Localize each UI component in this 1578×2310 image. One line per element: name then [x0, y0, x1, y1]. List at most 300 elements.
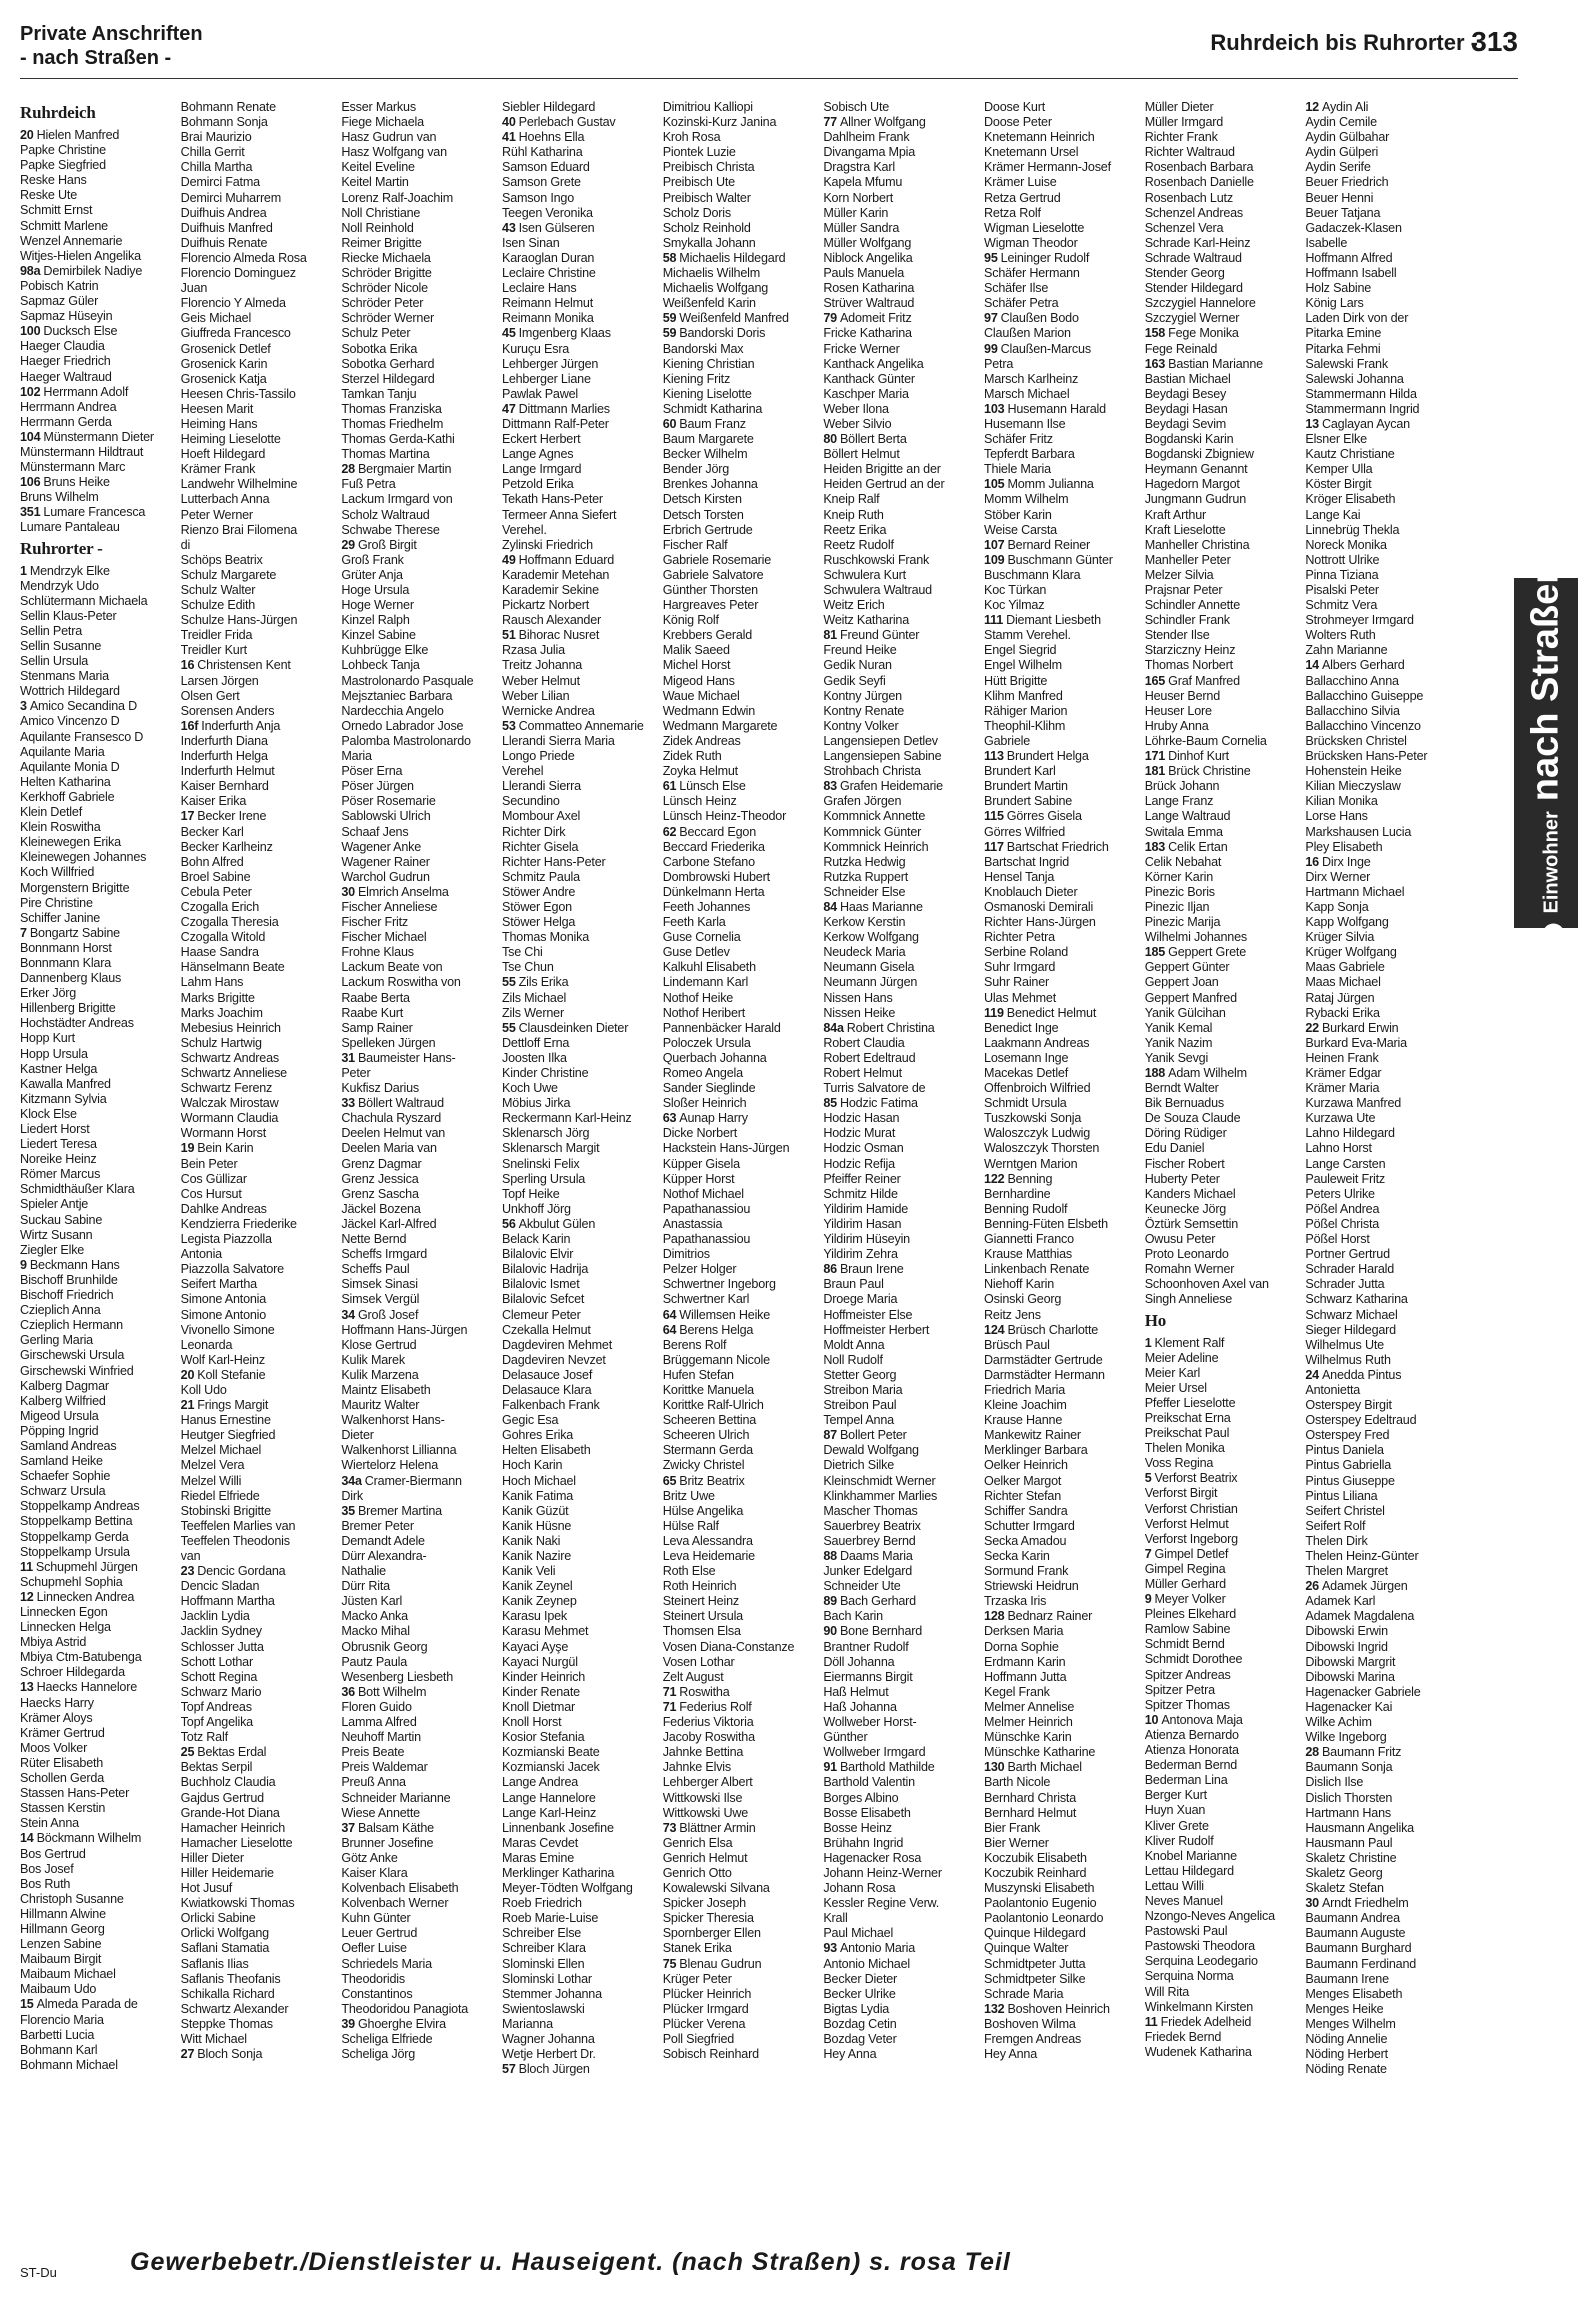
resident-name: Cramer-Biermann [364, 1473, 462, 1488]
resident-name: Grosenick Katja [180, 371, 267, 386]
house-number: 39 [341, 2016, 355, 2031]
directory-entry [502, 553, 657, 568]
resident-name: Romahn Werner [1144, 1262, 1235, 1277]
directory-entry [663, 1624, 818, 1639]
resident-name: van [180, 1549, 201, 1563]
resident-name: Hagedorn Margot [1144, 477, 1240, 492]
resident-name: Lutterbach Anna [180, 492, 270, 507]
resident-name: Krüger Wolfgang [1305, 945, 1397, 960]
directory-entry [984, 191, 1139, 206]
resident-name: Darmstädter Gertrude [984, 1352, 1103, 1367]
directory-entry [181, 1157, 336, 1172]
resident-name: Pauls Manuela [823, 266, 905, 281]
resident-name: Brüsch Paul [984, 1337, 1050, 1352]
resident-name: Brücksken Christel [1305, 733, 1407, 748]
house-number: 37 [341, 1820, 355, 1835]
resident-name: Petra [984, 356, 1014, 371]
directory-entry [663, 2032, 818, 2047]
resident-name: Kilian Monika [1305, 794, 1378, 809]
directory-entry [20, 430, 175, 445]
resident-name: Darmstädter Hermann [984, 1367, 1105, 1382]
resident-name: Nöding Annelie [1305, 2032, 1388, 2046]
resident-name: Wiertelorz Helena [341, 1458, 439, 1473]
resident-name: Warchol Gudrun [341, 869, 430, 884]
house-number: 28 [341, 462, 355, 477]
resident-name: Samson Ingo [502, 190, 575, 205]
side-tab-small: Einwohner [1540, 811, 1563, 914]
resident-name: Stammermann Hilda [1305, 386, 1417, 401]
directory-entry [1145, 1773, 1300, 1788]
resident-name: Hodzic Fatima [839, 1096, 918, 1111]
directory-entry [502, 1730, 657, 1745]
directory-entry [1145, 553, 1300, 568]
resident-name: Sellin Klaus-Peter [20, 608, 117, 623]
house-number: 28 [1305, 1745, 1319, 1760]
resident-name: Schindler Annette [1144, 598, 1241, 613]
resident-name: Aunap Harry [679, 1111, 748, 1126]
resident-name: Dittmann Ralf-Peter [502, 416, 609, 431]
resident-name: Bogdanski Zbigniew [1144, 447, 1254, 462]
street-heading: Ruhrorter - [20, 538, 103, 558]
footer-note: Gewerbebetr./Dienstleister u. Hauseigent. (nach Straßen) s. rosa Teil [130, 2248, 1011, 2276]
resident-name: Robert Claudia [823, 1035, 905, 1050]
resident-name: Brüsch Charlotte [1007, 1322, 1099, 1337]
resident-name: Hackstein Hans-Jürgen [662, 1141, 790, 1156]
house-number: 13 [1305, 416, 1319, 431]
directory-entry [1305, 885, 1460, 900]
directory-entry [984, 1791, 1139, 1806]
resident-name: Merklinger Katharina [502, 1865, 615, 1880]
resident-name: Noreck Monika [1305, 537, 1387, 552]
directory-entry [181, 1821, 336, 1836]
directory-entry [20, 1394, 175, 1409]
directory-entry [663, 130, 818, 145]
directory-entry [1145, 1939, 1300, 1954]
resident-name: Maas Gabriele [1305, 960, 1385, 975]
directory-entry [181, 417, 336, 432]
directory-entry [984, 749, 1139, 764]
directory-entry [823, 1549, 978, 1564]
resident-name: Neuhoff Martin [341, 1730, 421, 1745]
resident-name: Kerkhoff Gabriele [20, 789, 115, 804]
resident-name: Thomas Martina [341, 447, 430, 462]
directory-entry [823, 1428, 978, 1443]
directory-entry [1305, 975, 1460, 990]
resident-name: Görres Wilfried [984, 824, 1065, 839]
directory-entry [20, 188, 175, 203]
resident-name: Kulik Marek [341, 1352, 405, 1367]
directory-entry [20, 2013, 175, 2028]
directory-entry [663, 583, 818, 598]
resident-name: Vosen Diana-Constanze [662, 1639, 795, 1654]
directory-entry [1145, 1366, 1300, 1381]
resident-name: Richter Petra [984, 930, 1055, 945]
resident-name: Bastian Marianne [1168, 356, 1263, 371]
resident-name: Macko Anka [341, 1609, 408, 1624]
resident-name: Schröder Werner [341, 311, 435, 326]
directory-entry [1145, 598, 1300, 613]
resident-name: Orlicki Sabine [180, 1911, 256, 1926]
resident-name: Hopp Kurt [20, 1031, 75, 1046]
directory-entry [663, 674, 818, 689]
resident-name: Theodoridis [341, 1971, 405, 1986]
directory-entry [502, 1624, 657, 1639]
directory-entry [341, 462, 496, 477]
directory-entry [1145, 2045, 1300, 2060]
directory-entry [20, 505, 175, 520]
house-number: 132 [984, 2001, 1005, 2016]
directory-entry [823, 1489, 978, 1504]
resident-name: Markshausen Lucia [1305, 824, 1412, 839]
directory-entry [341, 2002, 496, 2017]
directory-entry [663, 855, 818, 870]
directory-entry [20, 2058, 175, 2073]
resident-name: Marsch Karlheinz [984, 371, 1079, 386]
resident-name: Hoffmann Martha [180, 1594, 275, 1609]
house-number: 111 [984, 613, 1004, 628]
directory-entry [20, 1469, 175, 1484]
directory-entry [1305, 794, 1460, 809]
resident-name: Thomas Gerda-Kathi [341, 432, 455, 447]
resident-name: Feeth Karla [662, 915, 726, 930]
directory-entry [663, 1640, 818, 1655]
resident-name: Preikschat Erna [1144, 1410, 1231, 1425]
directory-entry [341, 809, 496, 824]
resident-name: Britz Beatrix [679, 1473, 745, 1488]
resident-name: Sauerbrey Beatrix [823, 1518, 921, 1533]
directory-entry [341, 1791, 496, 1806]
resident-name: Steinert Heinz [662, 1594, 739, 1609]
house-number: 22 [1305, 1020, 1319, 1035]
directory-entry [1145, 1051, 1300, 1066]
directory-entry [1305, 674, 1460, 689]
directory-entry [502, 1474, 657, 1489]
resident-name: Hoffmeister Else [823, 1307, 913, 1322]
resident-name: Hodzic Murat [823, 1126, 896, 1141]
resident-name: Fischer Ralf [662, 537, 728, 552]
resident-name: Bigtas Lydia [823, 2001, 890, 2016]
resident-name: Scheliga Jörg [341, 2047, 416, 2062]
resident-name: Reimann Helmut [502, 296, 594, 311]
resident-name: Cebula Peter [180, 884, 252, 899]
header-range: Ruhrdeich bis Ruhrorter - [1210, 30, 1478, 55]
directory-entry [663, 689, 818, 704]
resident-name: Stamm Verehel. [984, 628, 1071, 643]
resident-name: Lackum Roswitha von [341, 975, 461, 990]
directory-entry [663, 1896, 818, 1911]
directory-entry [181, 342, 336, 357]
resident-name: Nzongo-Neves Angelica [1144, 1909, 1275, 1924]
directory-entry [1145, 191, 1300, 206]
resident-name: Zoyka Helmut [662, 764, 738, 779]
directory-entry [502, 477, 657, 492]
resident-name: Smykalla Johann [662, 235, 756, 250]
directory-entry [341, 1353, 496, 1368]
resident-name: Hagenacker Rosa [823, 1850, 922, 1865]
directory-entry [1145, 1036, 1300, 1051]
directory-entry [663, 191, 818, 206]
resident-name: Sobisch Ute [823, 100, 890, 114]
resident-name: Amico Secandina D [29, 699, 138, 714]
resident-name: Beydagi Sevim [1144, 416, 1227, 431]
directory-entry [1145, 1713, 1300, 1728]
directory-entry [823, 628, 978, 643]
directory-entry [663, 1368, 818, 1383]
directory-entry [1145, 1592, 1300, 1607]
resident-name: Benning [1007, 1171, 1053, 1186]
directory-entry [502, 326, 657, 341]
resident-name: Fischer Michael [341, 930, 427, 945]
directory-entry [1145, 1683, 1300, 1698]
resident-name: Bohmann Renate [180, 100, 276, 114]
directory-entry [984, 945, 1139, 960]
directory-entry [341, 538, 496, 553]
directory-entry [1145, 1066, 1300, 1081]
resident-name: Kanik Nazire [502, 1549, 572, 1563]
directory-entry [341, 1413, 496, 1428]
resident-name: Niehoff Karin [984, 1277, 1055, 1292]
resident-name: Pelzer Holger [662, 1262, 737, 1277]
resident-name: Dibowski Margrit [1305, 1654, 1396, 1669]
resident-name: Löhrke-Baum Cornelia [1144, 733, 1267, 748]
directory-entry [181, 1277, 336, 1292]
resident-name: Hoehns Ella [518, 130, 585, 145]
directory-entry [502, 704, 657, 719]
house-number: 12 [20, 1589, 34, 1604]
directory-entry [663, 1609, 818, 1624]
directory-entry [341, 1775, 496, 1790]
directory-entry [984, 1715, 1139, 1730]
directory-entry [823, 1896, 978, 1911]
resident-name: Fricke Werner [823, 341, 900, 356]
resident-name: Hey Anna [984, 2047, 1038, 2062]
directory-entry [823, 447, 978, 462]
resident-name: Koc Yilmaz [984, 598, 1045, 613]
resident-name: Dirk [341, 1488, 363, 1503]
directory-entry [181, 1775, 336, 1790]
directory-entry [1305, 1338, 1460, 1353]
resident-name: Schollen Gerda [20, 1771, 105, 1786]
resident-name: Hoffmann Alfred [1305, 250, 1393, 265]
resident-name: Marianna [502, 2016, 553, 2031]
house-number: 109 [984, 552, 1005, 567]
resident-name: Mebesius Heinrich [180, 1020, 281, 1035]
resident-name: Stanek Erika [662, 1941, 732, 1956]
directory-entry [502, 1594, 657, 1609]
resident-name: Bederman Bernd [1144, 1758, 1238, 1773]
resident-name: Ducksch Else [43, 324, 118, 339]
directory-entry [823, 326, 978, 341]
house-number: 3 [20, 699, 27, 714]
directory-entry [181, 1911, 336, 1926]
directory-entry [181, 1791, 336, 1806]
directory-entry [502, 1292, 657, 1307]
resident-name: Schwertner Karl [662, 1292, 750, 1307]
resident-name: Huberty Peter [1144, 1171, 1220, 1186]
resident-name: Nathalie [341, 1564, 386, 1579]
resident-name: Hillmann Alwine [20, 1906, 106, 1921]
directory-entry [502, 1881, 657, 1896]
resident-name: Losemann Inge [984, 1050, 1069, 1065]
directory-entry [502, 960, 657, 975]
resident-name: Duifhuis Renate [180, 235, 268, 250]
resident-name: Anastassia [662, 1216, 723, 1231]
house-number: 14 [20, 1831, 34, 1846]
resident-name: Bender Jörg [662, 462, 730, 477]
resident-name: Jacklin Sydney [180, 1624, 262, 1639]
directory-entry [502, 674, 657, 689]
resident-name: Kleinewegen Johannes [20, 850, 147, 865]
directory-entry [663, 357, 818, 372]
resident-name: Engel Wilhelm [984, 658, 1062, 673]
directory-entry [502, 1549, 657, 1564]
resident-name: Merklinger Barbara [984, 1443, 1088, 1458]
directory-entry [984, 2002, 1139, 2017]
house-number: 91 [823, 1760, 837, 1775]
directory-entry [823, 1157, 978, 1172]
resident-name: Piazzolla Salvatore [180, 1262, 284, 1277]
directory-entry [181, 1202, 336, 1217]
directory-entry [181, 794, 336, 809]
directory-entry [1305, 1247, 1460, 1262]
resident-name: Bilalovic Elvir [502, 1247, 574, 1262]
directory-entry [1145, 734, 1300, 749]
resident-name: Gimpel Regina [1144, 1561, 1226, 1576]
directory-entry [181, 1564, 336, 1579]
directory-entry [823, 1760, 978, 1775]
directory-entry [1145, 100, 1300, 115]
directory-entry [1305, 1911, 1460, 1926]
resident-name: Gabriele Salvatore [662, 567, 764, 582]
house-number: 113 [984, 749, 1004, 764]
resident-name: Beckmann Hans [29, 1257, 120, 1272]
resident-name: Kowalewski Silvana [662, 1881, 770, 1896]
resident-name: Dürr Alexandra- [341, 1549, 427, 1563]
resident-name: Schupmehl Sophia [20, 1574, 123, 1589]
resident-name: Bernhardine [984, 1186, 1051, 1201]
resident-name: Schriedels Maria [341, 1956, 432, 1971]
resident-name: Schmitt Ernst [20, 203, 93, 218]
directory-entry [181, 1111, 336, 1126]
directory-entry [20, 1197, 175, 1212]
directory-entry [341, 372, 496, 387]
resident-name: Stassen Hans-Peter [20, 1786, 130, 1801]
resident-name: Grosenick Detlef [180, 341, 271, 356]
resident-name: Spieler Antje [20, 1197, 89, 1212]
directory-entry [1145, 387, 1300, 402]
resident-name: Esser Markus [341, 100, 416, 114]
resident-name: Zidek Ruth [662, 749, 722, 764]
directory-entry [20, 1862, 175, 1877]
directory-entry [984, 975, 1139, 990]
resident-name: Meyer Volker [1154, 1592, 1226, 1607]
directory-entry [663, 1806, 818, 1821]
resident-name: Zahn Marianne [1305, 643, 1388, 658]
resident-name: Pastowski Theodora [1144, 1939, 1255, 1954]
house-number: 71 [662, 1684, 677, 1699]
resident-name: Suhr Irmgard [984, 960, 1056, 975]
resident-name: Rybacki Erika [1305, 1005, 1380, 1020]
resident-name: Stöwer Andre [502, 884, 576, 899]
directory-entry [663, 1685, 818, 1700]
directory-entry [341, 1549, 496, 1564]
directory-entry [341, 1157, 496, 1172]
resident-name: Karaoglan Duran [502, 250, 595, 265]
directory-entry [1305, 1896, 1460, 1911]
directory-entry [341, 1081, 496, 1096]
house-number: 124 [984, 1322, 1005, 1337]
directory-entry [823, 1383, 978, 1398]
resident-name: Hot Jusuf [180, 1881, 233, 1896]
directory-entry [20, 1982, 175, 1997]
resident-name: Schrade Karl-Heinz [1144, 235, 1251, 250]
resident-name: Schäfer Ilse [984, 281, 1049, 296]
directory-entry [663, 553, 818, 568]
house-number: 36 [341, 1684, 355, 1699]
resident-name: Görres Gisela [1006, 809, 1082, 824]
directory-entry [1145, 1217, 1300, 1232]
resident-name: Brunner Josefine [341, 1835, 434, 1850]
resident-name: Peter [341, 1066, 371, 1080]
resident-name: Geis Michael [180, 311, 252, 326]
resident-name: Singh Anneliese [1144, 1292, 1233, 1307]
directory-entry [663, 930, 818, 945]
directory-entry [181, 960, 336, 975]
resident-name: Hamacher Lieselotte [180, 1835, 293, 1850]
directory-column [341, 100, 496, 2150]
resident-name: Osterspey Edeltraud [1305, 1413, 1417, 1428]
resident-name: Groß Birgit [357, 537, 417, 552]
resident-name: Thomas Friedhelm [341, 416, 444, 431]
directory-entry [341, 1866, 496, 1881]
directory-entry [663, 1021, 818, 1036]
directory-entry [984, 1247, 1139, 1262]
directory-entry [823, 1775, 978, 1790]
directory-entry [823, 825, 978, 840]
resident-name: Karademir Metehan [502, 567, 610, 582]
directory-entry [823, 1685, 978, 1700]
resident-name: Owusu Peter [1144, 1232, 1216, 1247]
resident-name: Orlicki Wolfgang [180, 1926, 269, 1941]
directory-entry [823, 1021, 978, 1036]
resident-name: Neumann Jürgen [823, 975, 918, 990]
directory-entry [663, 1292, 818, 1307]
house-number: 158 [1144, 326, 1166, 341]
resident-name: Schrade Maria [984, 1986, 1064, 2001]
resident-name: Hruby Anna [1144, 718, 1209, 733]
directory-entry [181, 930, 336, 945]
directory-entry [1145, 1788, 1300, 1803]
directory-entry [1145, 915, 1300, 930]
directory-entry [181, 1745, 336, 1760]
directory-entry [20, 911, 175, 926]
directory-entry [1145, 991, 1300, 1006]
directory-entry [1145, 764, 1300, 779]
resident-name: Hillmann Georg [20, 1921, 105, 1936]
resident-name: Dimitrios [662, 1247, 710, 1262]
resident-name: Burkard Eva-Maria [1305, 1035, 1407, 1050]
directory-entry [1145, 145, 1300, 160]
resident-name: Amico Vincenzo D [20, 714, 120, 729]
resident-name: Wagner Johanna [502, 2032, 595, 2046]
resident-name: Federius Rolf [679, 1699, 752, 1714]
directory-entry [20, 128, 175, 143]
directory-entry [341, 145, 496, 160]
directory-entry [823, 1443, 978, 1458]
resident-name: Szczygiel Hannelore [1144, 296, 1256, 311]
directory-entry [823, 1700, 978, 1715]
resident-name: Nothof Michael [662, 1186, 744, 1201]
